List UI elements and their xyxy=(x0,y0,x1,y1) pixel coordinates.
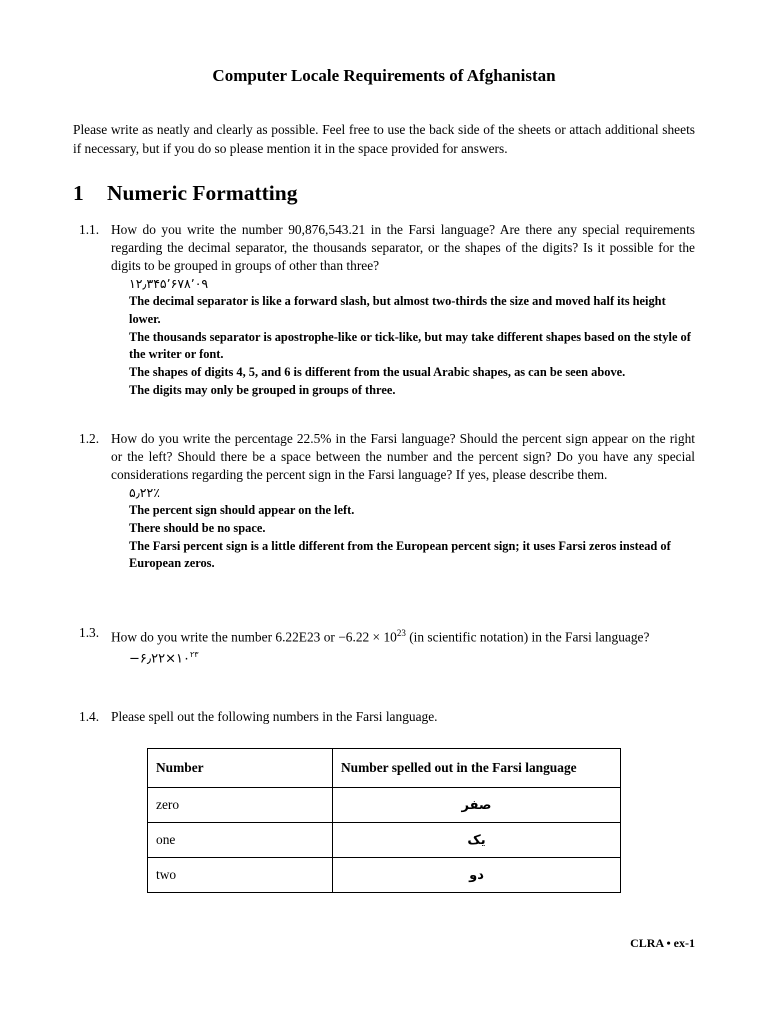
question-text xyxy=(111,624,695,646)
answer-line: The thousands separator is apostrophe-like or tick-like, but may take different shapes based on the style of the writer or font. xyxy=(129,329,691,362)
answer-line: The digits may only be grouped in groups of three. xyxy=(129,382,396,397)
answer-line: The shapes of digits 4, 5, and 6 is different from the usual Arabic shapes, as can be seen above. xyxy=(129,365,626,380)
sci-exponent: ۲۳ xyxy=(189,650,199,660)
table-header: Number xyxy=(148,749,333,788)
table-cell: two xyxy=(148,858,333,893)
table-header: Number spelled out in the Farsi language xyxy=(333,749,621,788)
table-cell: zero xyxy=(148,788,333,823)
page-footer: CLRA • ex-1 xyxy=(630,936,695,950)
farsi-answer-percent: ٪۲۲٫۵ xyxy=(129,485,160,500)
farsi-scientific-notation xyxy=(129,646,695,668)
question-1-3 xyxy=(73,624,695,669)
question-text: How do you write the number 90,876,543.21 in the Farsi language? Are there any special requirements regarding the decimal separator, the thousands separator, or the shapes of the digits? Is it possible for the digits to be grouped in groups of other than three? xyxy=(111,222,695,273)
answer-line: The Farsi percent sign is a little different from the European percent sign; it uses Farsi zeros instead of European zeros. xyxy=(129,538,671,571)
sci-mantissa: −۶٫۲۲×۱۰ xyxy=(129,651,190,667)
table-row xyxy=(148,788,621,823)
numbers-table xyxy=(147,748,621,893)
question-1-4 xyxy=(73,708,695,726)
section-title: Numeric Formatting xyxy=(107,181,298,205)
question-text: How do you write the percentage 22.5% in the Farsi language? Should the percent sign appear on the right or the left? Should there be a space between the number and the percent sign? Do you have any special considerations regarding the percent sign in the Farsi language? If yes, please describe them. xyxy=(111,431,695,482)
question-number: 1.2. xyxy=(79,431,100,446)
answer-line: There should be no space. xyxy=(129,520,266,535)
question-text-part: How do you write the number 6.22E23 or −6.22 × 10 xyxy=(111,629,397,645)
page-title: Computer Locale Requirements of Afghanistan xyxy=(212,66,556,85)
section-heading xyxy=(73,181,297,206)
question-number: 1.3. xyxy=(79,625,100,640)
table-cell-farsi: صفر xyxy=(333,788,621,823)
question-exponent: 23 xyxy=(396,628,406,638)
intro-paragraph: Please write as neatly and clearly as possible. Feel free to use the back side of the sheets or attach additional sheets if necessary, but if you do so please mention it in the space provided for answers. xyxy=(73,122,695,156)
question-text: Please spell out the following numbers in the Farsi language. xyxy=(111,709,438,724)
table-cell: one xyxy=(148,823,333,858)
table-row xyxy=(148,858,621,893)
table-header-row xyxy=(148,749,621,788)
answer-line: The percent sign should appear on the left. xyxy=(129,503,355,517)
table-row xyxy=(148,823,621,858)
question-text-part: (in scientific notation) in the Farsi language? xyxy=(405,629,650,645)
question-number: 1.1. xyxy=(79,222,100,237)
question-1-1 xyxy=(73,221,695,400)
question-number: 1.4. xyxy=(79,709,100,724)
section-number: 1 xyxy=(73,181,84,205)
table-cell-farsi: دو xyxy=(333,858,621,893)
answer-line: The decimal separator is like a forward slash, but almost two-thirds the size and moved half its height lower. xyxy=(129,294,666,326)
farsi-answer-number: ۹۰٬۸۷۶٬۵۴۳٫۲۱ xyxy=(129,276,209,291)
question-1-2 xyxy=(73,430,695,573)
table-cell-farsi: یک xyxy=(333,823,621,858)
